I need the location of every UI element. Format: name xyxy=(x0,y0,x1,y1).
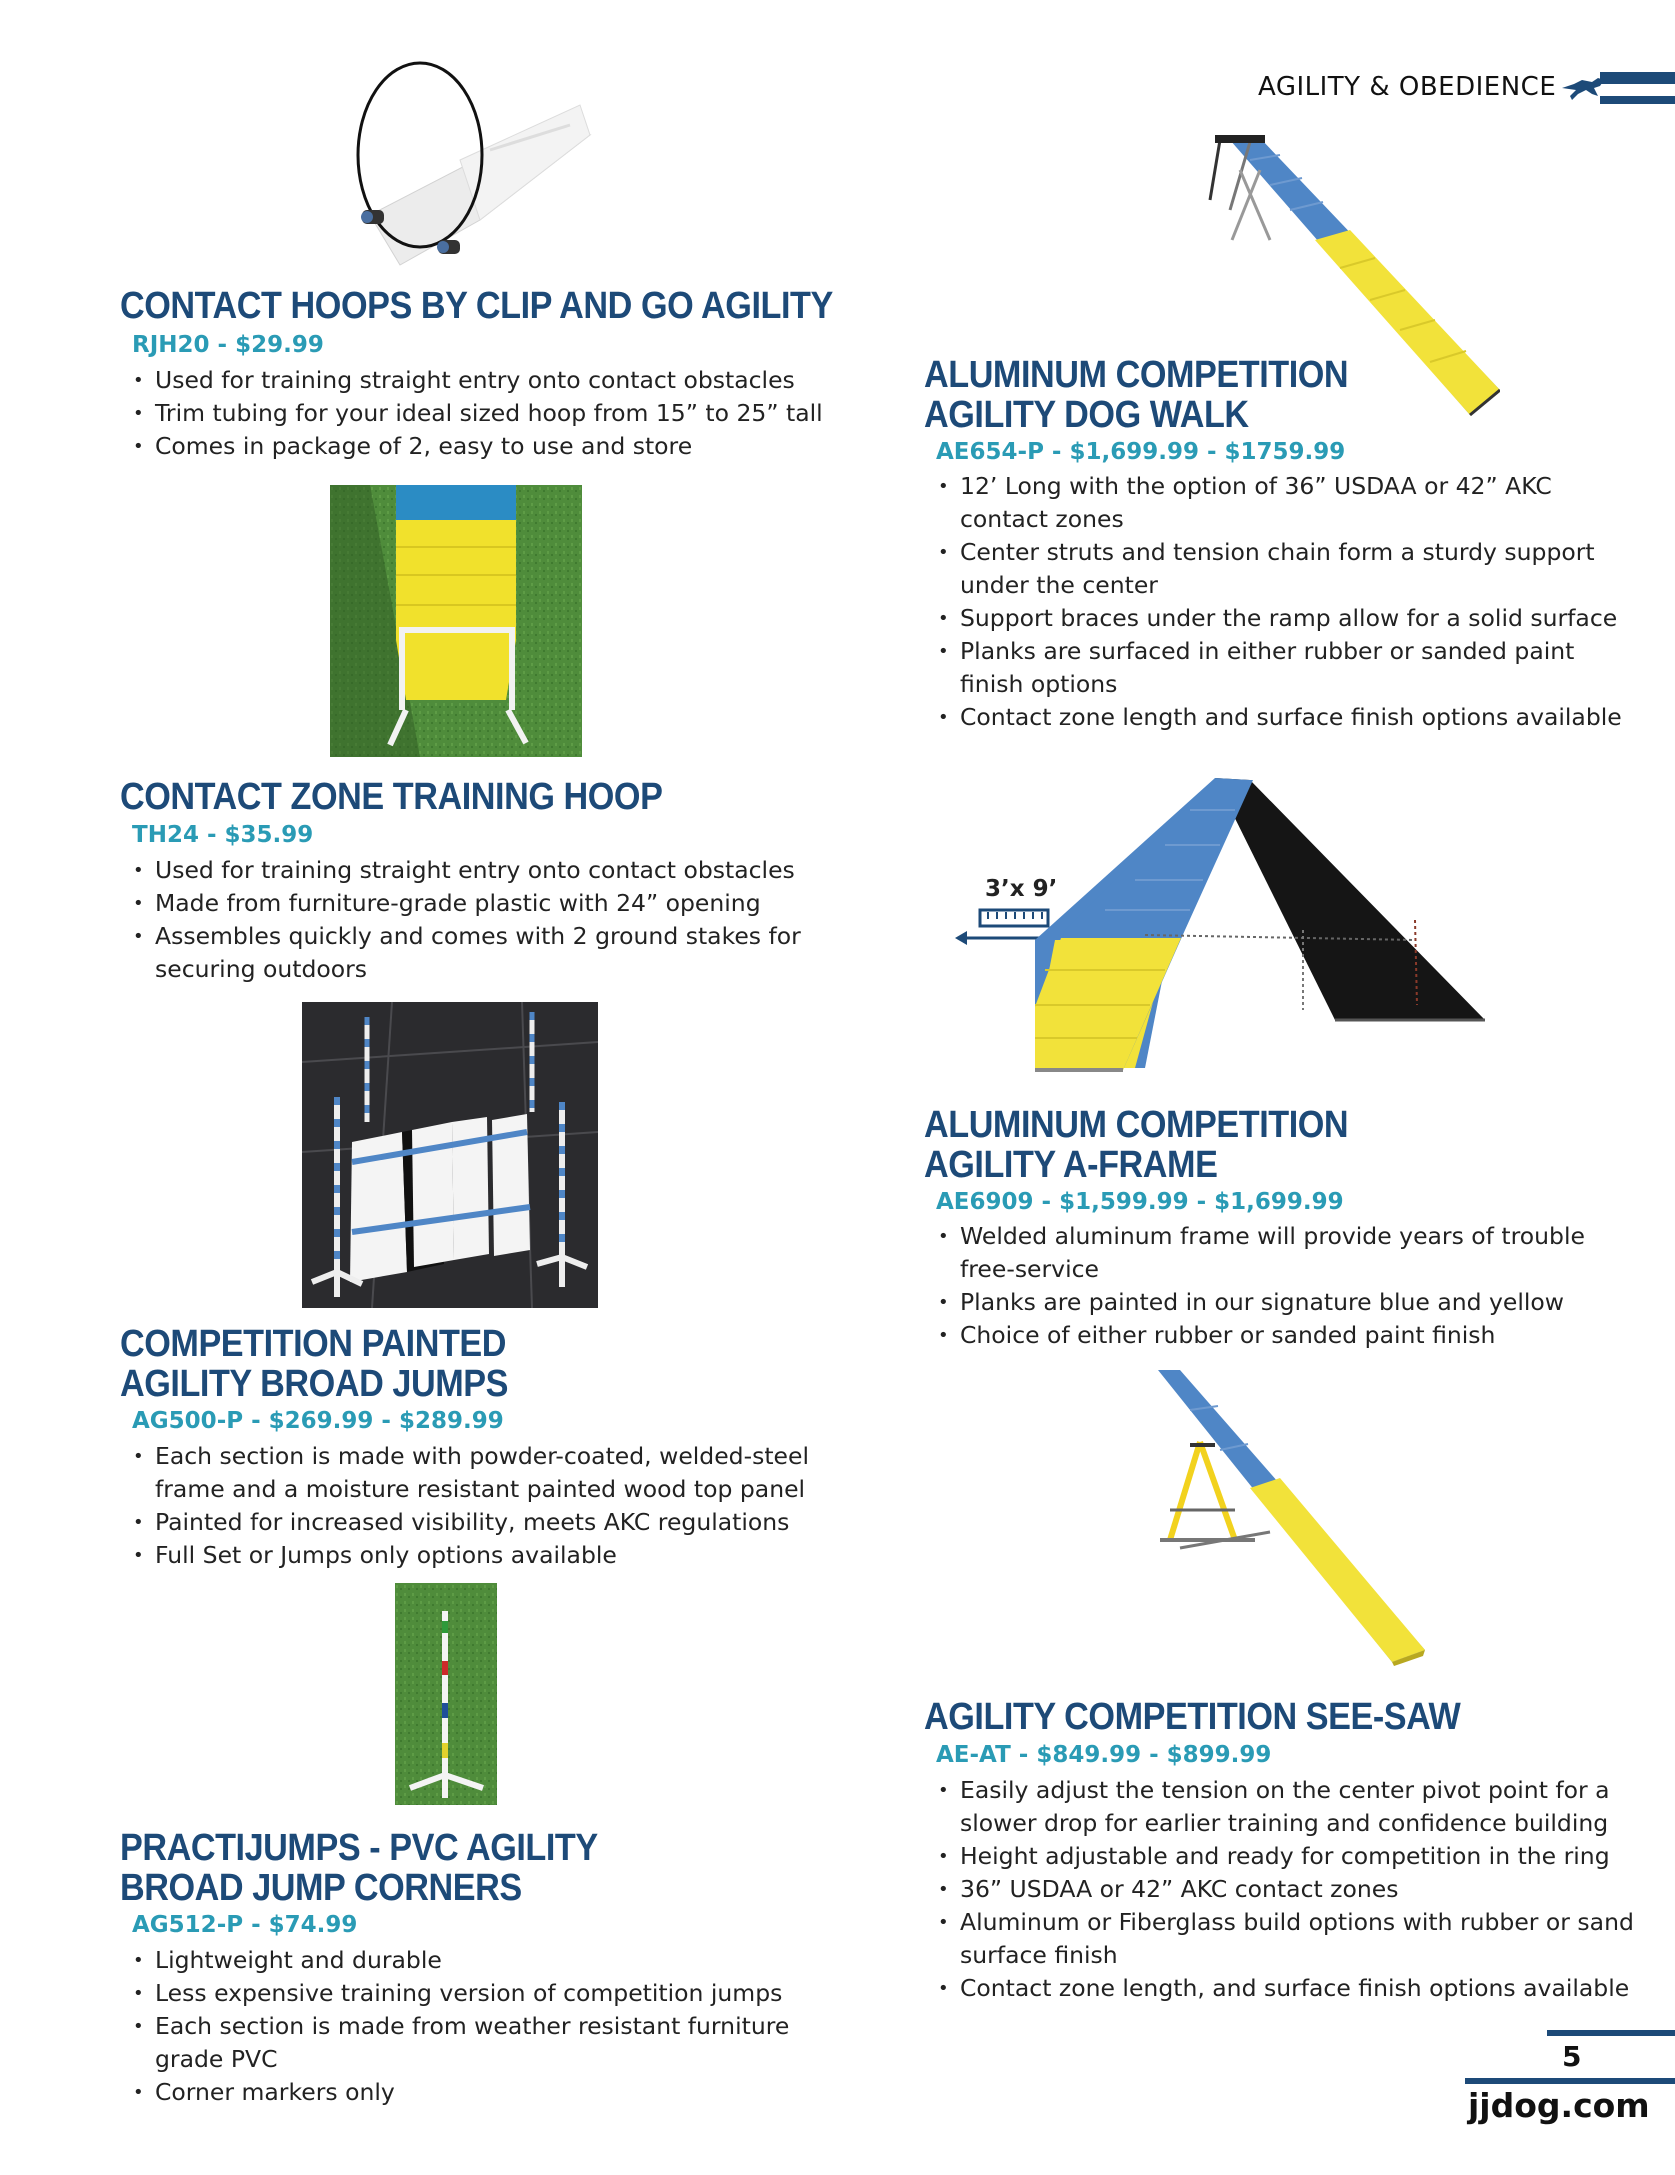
product-title xyxy=(924,1105,1348,1185)
product-sku-price: RJH20 - $29.99 xyxy=(132,332,324,358)
product-bullets xyxy=(121,1944,841,2109)
bullet: • Choice of either rubber or sanded paint finish xyxy=(926,1319,1636,1352)
bullet: • Center struts and tension chain form a sturdy support under the center xyxy=(926,536,1636,602)
product-title xyxy=(120,1324,508,1404)
dimension-label: 3’x 9’ xyxy=(985,876,1058,902)
product-sku-price: AG500-P - $269.99 - $289.99 xyxy=(132,1408,504,1434)
product-title xyxy=(924,355,1348,435)
bullet: • Contact zone length, and surface finish options available xyxy=(926,1972,1636,2005)
running-dog-icon xyxy=(1562,78,1604,100)
bullet: • Assembles quickly and comes with 2 ground stakes for securing outdoors xyxy=(121,920,821,986)
footer-rule-bottom xyxy=(1465,2078,1675,2084)
bullet: • Lightweight and durable xyxy=(121,1944,841,1977)
product-bullets xyxy=(121,854,821,986)
bullet: • 36” USDAA or 42” AKC contact zones xyxy=(926,1873,1636,1906)
title-line: ALUMINUM COMPETITION xyxy=(924,354,1349,396)
bullet: • Painted for increased visibility, meets AKC regulations xyxy=(121,1506,841,1539)
title-line: PRACTIJUMPS - PVC AGILITY xyxy=(120,1827,598,1869)
bullet: • Contact zone length and surface finish options available xyxy=(926,701,1636,734)
bullet: • Each section is made from weather resistant furniture grade PVC xyxy=(121,2010,841,2076)
bullet: • Less expensive training version of competition jumps xyxy=(121,1977,841,2010)
bullet: • Welded aluminum frame will provide years of trouble free-service xyxy=(926,1220,1636,1286)
product-sku-price: TH24 - $35.99 xyxy=(132,822,314,848)
bullet: • Trim tubing for your ideal sized hoop from 15” to 25” tall xyxy=(121,397,841,430)
title-line: COMPETITION PAINTED xyxy=(120,1323,507,1365)
product-bullets xyxy=(926,470,1636,734)
title-line: BROAD JUMP CORNERS xyxy=(120,1867,522,1909)
product-sku-price: AE6909 - $1,599.99 - $1,699.99 xyxy=(936,1189,1344,1215)
bullet: • Easily adjust the tension on the center pivot point for a slower drop for earlier training and confidence building xyxy=(926,1774,1636,1840)
product-sku-price: AE654-P - $1,699.99 - $1759.99 xyxy=(936,439,1346,465)
bullet: • Comes in package of 2, easy to use and store xyxy=(121,430,841,463)
product-sku-price: AG512-P - $74.99 xyxy=(132,1912,358,1938)
training-hoop-image xyxy=(330,485,582,757)
product-bullets xyxy=(926,1220,1636,1352)
bullet: • Aluminum or Fiberglass build options with rubber or sand surface finish xyxy=(926,1906,1636,1972)
page-number: 5 xyxy=(1562,2040,1582,2073)
section-label: AGILITY & OBEDIENCE xyxy=(1258,72,1557,102)
bullet: • Each section is made with powder-coated, welded-steel frame and a moisture resistant painted wood top panel xyxy=(121,1440,841,1506)
bullet: • Used for training straight entry onto contact obstacles xyxy=(121,854,821,887)
title-line: AGILITY A-FRAME xyxy=(924,1144,1218,1186)
bullet: • Full Set or Jumps only options available xyxy=(121,1539,841,1572)
broad-jumps-image xyxy=(302,1002,598,1308)
product-title: AGILITY COMPETITION SEE-SAW xyxy=(924,1696,1461,1738)
product-title xyxy=(120,1828,598,1908)
title-line: AGILITY BROAD JUMPS xyxy=(120,1363,508,1405)
bullet: • Used for training straight entry onto contact obstacles xyxy=(121,364,841,397)
product-bullets xyxy=(121,364,841,463)
website-link[interactable]: jjdog.com xyxy=(1468,2086,1650,2125)
product-bullets xyxy=(926,1774,1636,2005)
product-title: CONTACT HOOPS BY CLIP AND GO AGILITY xyxy=(120,285,833,327)
bullet: • Planks are surfaced in either rubber or sanded paint finish options xyxy=(926,635,1636,701)
see-saw-image xyxy=(1140,1370,1425,1670)
bullet: • Made from furniture-grade plastic with 24” opening xyxy=(121,887,821,920)
title-line: AGILITY DOG WALK xyxy=(924,394,1249,436)
a-frame-image xyxy=(1035,770,1495,1075)
contact-hoops-image xyxy=(340,55,600,280)
bullet: • Support braces under the ramp allow for a solid surface xyxy=(926,602,1636,635)
product-title: CONTACT ZONE TRAINING HOOP xyxy=(120,776,663,818)
bullet: • 12’ Long with the option of 36” USDAA or 42” AKC contact zones xyxy=(926,470,1636,536)
dog-icon-header-band xyxy=(1560,70,1675,110)
footer-rule-top xyxy=(1547,2030,1675,2036)
bullet: • Corner markers only xyxy=(121,2076,841,2109)
bullet: • Planks are painted in our signature blue and yellow xyxy=(926,1286,1636,1319)
bullet: • Height adjustable and ready for competition in the ring xyxy=(926,1840,1636,1873)
practijumps-image xyxy=(395,1583,497,1805)
title-line: ALUMINUM COMPETITION xyxy=(924,1104,1349,1146)
product-bullets xyxy=(121,1440,841,1572)
product-sku-price: AE-AT - $849.99 - $899.99 xyxy=(936,1742,1272,1768)
